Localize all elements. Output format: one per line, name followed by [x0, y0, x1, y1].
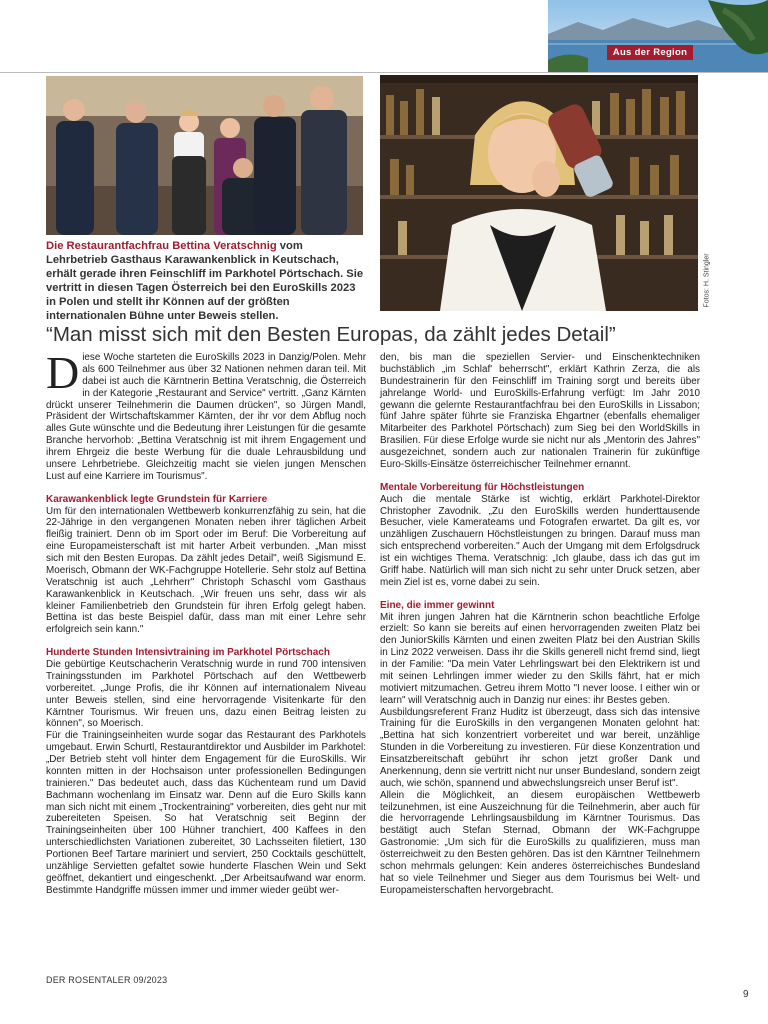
paragraph: Für die Trainingseinheiten wurde sogar das Restaurant des Parkhotels umgebaut. Erwin Schurtl, Restaurantdirektor und Ausbilder im Parkhotel: „Der Betrieb steht voll hinter dem Engagement für die EuroSkills. Wir konnten mitten in der Hochsaison unter professionellen Bedingungen trainieren." Das bedeutet auch, dass das Küchenteam rund um David Bachmann wochenlang im Einsatz war. Denn auf die Euro Skills kann man sich nicht mit einem „Trockentraining" vorbereiten, dies geht nur mit zubereiteten Speisen. So hat Veratschnig seit Beginn der Trainingseinheiten über 100 Hühner tranchiert, 400 Kaffees in den unterschiedlichsten Variationen zubereitet, 30 Lachsseiten filetiert, 130 Portionen Beef Tartare mariniert und serviert, 250 Cocktails geschüttelt, unzählige Servietten gefaltet sowie hunderte Flaschen Wein und Sekt geöffnet, dekantiert und eingeschenkt. „Der Arbeitsaufwand war enorm. Bestimmte Handgriffe müssen immer und immer wieder geübt wer-: [46, 730, 366, 896]
article-column-2: [380, 352, 700, 897]
issue-label: DER ROSENTALER 09/2023: [46, 975, 168, 985]
article-column-1: [46, 347, 366, 897]
paragraph: Auch die mentale Stärke ist wichtig, erklärt Parkhotel-Direktor Christopher Zavodnik. „Zu den EuroSkills werden hunderttausende Besucher, viele Kamerateams und Fotografen erwartet. Da gilt es, vor unzähligen Zuschauern Höchstleistungen zu bringen. Darauf muss man sich entsprechend vorbereiten." Auch der Umgang mit dem Erfolgsdruck ist ein wichtiges Thema. Veratschnig: „Ich glaube, dass ich das gut im Griff habe. Natürlich will man sich nicht zu sehr unter Druck setzen, aber mein Ziel ist es, vorne dabei zu sein.: [380, 493, 700, 588]
bartender-photo: [380, 75, 698, 311]
subheading: Eine, die immer gewinnt: [380, 599, 495, 611]
paragraph: Um für den internationalen Wettbewerb konkurrenzfähig zu sein, hat die 22-Jährige in den vergangenen Monaten neben ihrer täglichen Arbeit fleißig trainiert. Denn ob im Sport oder im Beruf: Die Vorbereitung auf eine Europameisterschaft ist mit harter Arbeit verbunden. „Man misst sich mit den Besten Europas. Da zählt jedes Detail", weiß Sigismund E. Moerisch, Obmann der WK-Fachgruppe Hotellerie. Sehr stolz auf Bettina Veratschnig ist auch „Lehrherr" Christoph Schaschl vom Gasthaus Karawankenblick in Keutschach. „Wir freuen uns sehr, dass wir als kleiner Familienbetrieb den Grundstein für ihren Erfolg gelegt haben. Bettina ist das beste Beispiel dafür, dass man mit einer Lehre sehr erfolgreich sein kann.": [46, 505, 366, 636]
caption-text: vom Lehrbetrieb Gasthaus Karawankenblick in Keutschach, erhält gerade ihren Feinschliff im Parkhotel Pörtschach. Sie vertritt in diesen Tagen Österreich bei den EuroSkills 2023 in Polen und stellt ihr Können auf der größten internationalen Bühne unter Beweis stellen.: [46, 240, 364, 322]
article-headline: “Man misst sich mit den Besten Europas, da zählt jedes Detail”: [46, 323, 616, 346]
caption-lead: Die Restaurantfachfrau Bettina Veratschnig: [46, 240, 277, 252]
subheading: Mentale Vorbereitung für Höchstleistungen: [380, 481, 585, 493]
paragraph: Mit ihren jungen Jahren hat die Kärntnerin schon beachtliche Erfolge erzielt: So kann sie bereits auf einen hervorragenden zweiten Platz bei den JuniorSkills Kärnten und einen zweiten Platz bei den Austrian Skills in Linz 2022 verweisen. Dass ihr die Skills generell nicht fremd sind, liegt in der Familie: "Da mein Vater Lehrlingswart bei den Elektrikern ist und mit seinen Lehrlingen immer wieder zu den Skills fährt, hat er mich motiviert mitzumachen. Getreu ihrem Motto "I never loose. I either win or learn" will Veratschnig auch in Danzig nur eines: ihr Bestes geben.: [380, 611, 700, 706]
paragraph: Allein die Möglichkeit, an diesem europäischen Wettbewerb teilzunehmen, ist eine Auszeichnung für die Teilnehmerin, aber auch für die hervorragende Lehrlingsausbildung im Kärntner Tourismus. Das bestätigt auch Stefan Sternad, Obmann der WK-Fachgruppe Gastronomie: „Um sich für die EuroSkills zu qualifizieren, muss man österreichweit zu den Besten gehören. Das ist den Kärntner Teilnehmern schon mehrmals gelungen: Kein anderes österreichisches Bundesland hat so viele Teilnehmer und Sieger aus dem Tourismus bei Welt- und Europameisterschaften hervorgebracht.: [380, 789, 700, 896]
section-tag: Aus der Region: [607, 45, 693, 60]
header-rule: [0, 72, 768, 73]
drop-cap: D: [46, 347, 80, 398]
group-photo: [46, 76, 363, 235]
paragraph: den, bis man die speziellen Servier- und Einschenktechniken buchstäblich „im Schlaf' beherrscht", erklärt Kathrin Zerza, die als Bundestrainerin für den Feinschliff im Training sorgt und bereits über jahrelange World- und EuroSkills-Erfahrung verfügt: Im Jahr 2010 gewann die gelernte Restaurantfachfrau bei den EuroSkills in Lissabon; fünf Jahre später führte sie Franziska Ehgartner (ebenfalls ehemaliger Mitarbeiter des Parkhotel Pörtschach) zum Sieg bei den WorldSkills in Brasilien. Für diese Erfolge wurde sie nicht nur als „Mentorin des Jahres" ausgezeichnet, sondern auch zur nationalen Trainerin für zukünftige Euro-Skills-Einsätze österreichischer Teilnehmer ernannt.: [380, 352, 700, 470]
paragraph-intro: Diese Woche starteten die EuroSkills 2023 in Danzig/Polen. Mehr als 600 Teilnehmer aus über 32 Nationen nehmen daran teil. Mit dabei ist auch die Kärntnerin Bettina Veratschnig, die Österreich in der Kategorie „Restaurant and Service" vertritt. „Ganz Kärnten drückt unserer Teilnehmerin die Daumen drücken", so Jürgen Mandl, Präsident der Wirtschaftskammer Kärnten, der ihr vor dem Abflug noch alles Gute wünschte und die Bedeutung ihrer Leistungen für die gesamte Branche hervorhob: „Bettina Veratschnig ist mit ihrem Engagement und ihrem Ehrgeiz die beste Werbung für die duale Lehrausbildung und unsere Lehrbetriebe. Gleichzeitig macht sie vielen jungen Menschen Lust auf eine Karriere im Tourismus".: [46, 347, 366, 482]
subheading: Hunderte Stunden Intensivtraining im Parkhotel Pörtschach: [46, 647, 330, 659]
subheading: Karawankenblick legte Grundstein für Karriere: [46, 493, 268, 505]
paragraph: Die gebürtige Keutschacherin Veratschnig wurde in rund 700 intensiven Trainingsstunden im Parkhotel Pörtschach auf den Wettbewerb vorbereitet. „Junge Profis, die ihr Können auf internationalem Niveau unter Beweis stellen, sind eine hervorragende Visitenkarte für den Kärntner Tourismus. Wir freuen uns, dazu einen Beitrag leisten zu können", so Moerisch.: [46, 659, 366, 730]
photo-credit: Fotos: H. Stingler: [703, 253, 711, 308]
header-landscape-image: [548, 0, 768, 72]
page-number: 9: [743, 989, 749, 1000]
photo-caption: [46, 239, 366, 323]
paragraph: Ausbildungsreferent Franz Huditz ist überzeugt, dass sich das intensive Training für die EuroSkills in den vergangenen Monaten gelohnt hat: „Bettina hat sich konzentriert vorbereitet und war bereit, unzählige Stunden in die Vorbereitung zu investieren. Für diese Konzentration und Einsatzbereitschaft gebührt ihr schon jetzt großer Dank und Anerkennung, denn sie vertritt nicht nur unser Bundesland, sondern zeigt auch, wie schön, spannend und abwechslungsreich unser Beruf ist".: [380, 706, 700, 789]
